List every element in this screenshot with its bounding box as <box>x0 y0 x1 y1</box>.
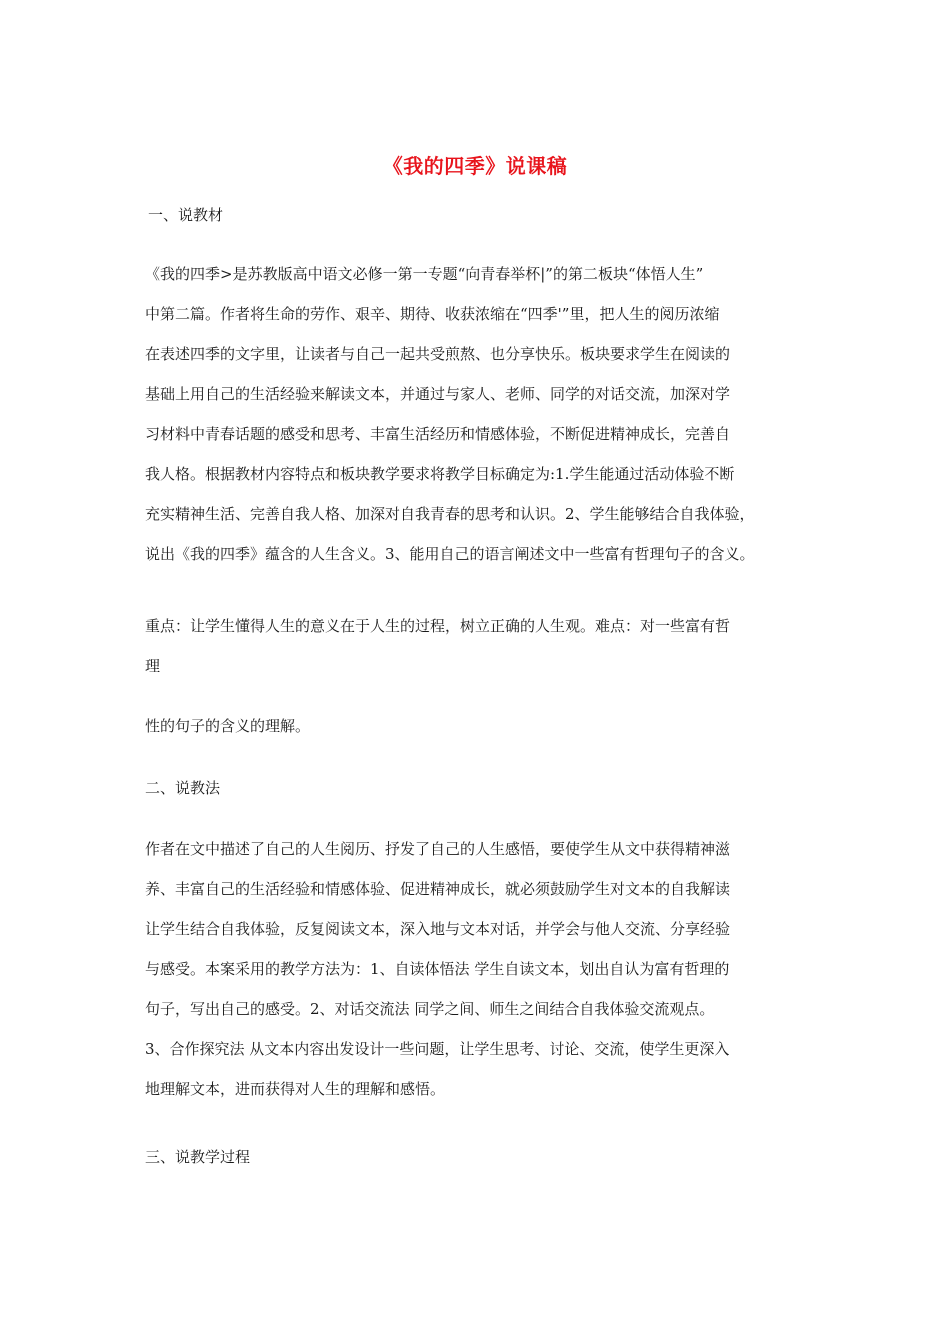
paragraph-line: 与感受。本案采用的教学方法为：1、自读体悟法 学生自读文本，划出自认为富有哲理的 <box>145 960 730 978</box>
paragraph-line: 让学生结合自我体验，反复阅读文本，深入地与文本对话，并学会与他人交流、分享经验 <box>145 920 731 938</box>
paragraph-line: 习材料中青春话题的感受和思考、丰富生活经历和情感体验，不断促进精神成长，完善自 <box>145 425 731 443</box>
paragraph-key-points <box>145 606 825 686</box>
paragraph-teaching-method <box>145 829 825 1109</box>
paragraph-line: 3、合作探究法 从文本内容出发设计一些问题，让学生思考、讨论、交流，使学生更深入 <box>145 1040 730 1058</box>
paragraph-line: 重点：让学生懂得人生的意义在于人生的过程，树立正确的人生观。难点：对一些富有哲 <box>145 617 731 635</box>
paragraph-teaching-material <box>145 254 825 574</box>
paragraph-line: 基础上用自己的生活经验来解读文本，并通过与家人、老师、同学的对话交流，加深对学 <box>145 385 731 403</box>
paragraph-line: 地理解文本，进而获得对人生的理解和感悟。 <box>145 1080 446 1098</box>
paragraph-difficulty-continued <box>145 706 825 746</box>
paragraph-line: 中第二篇。作者将生命的劳作、艰辛、期待、收获浓缩在“四季'”里，把人生的阅历浓缩 <box>145 305 720 323</box>
paragraph-line: 性的句子的含义的理解。 <box>145 717 311 735</box>
section-heading-teaching-process: 三、说教学过程 <box>145 1148 251 1166</box>
paragraph-line: 句子，写出自己的感受。2、对话交流法 同学之间、师生之间结合自我体验交流观点。 <box>145 1000 715 1018</box>
section-heading-teaching-method: 二、说教法 <box>145 779 221 797</box>
paragraph-line: 作者在文中描述了自己的人生阅历、抒发了自己的人生感悟，要使学生从文中获得精神滋 <box>145 840 731 858</box>
paragraph-line: 养、丰富自己的生活经验和情感体验、促进精神成长，就必须鼓励学生对文本的自我解读 <box>145 880 731 898</box>
document-title: 《我的四季》说课稿 <box>382 154 568 178</box>
paragraph-line: 理 <box>145 657 161 675</box>
paragraph-line: 在表述四季的文字里，让读者与自己一起共受煎熬、也分享快乐。板块要求学生在阅读的 <box>145 345 731 363</box>
section-heading-teaching-material: 一、说教材 <box>148 206 224 224</box>
paragraph-line: 说出《我的四季》蕴含的人生含义。3、能用自己的语言阐述文中一些富有哲理句子的含义。 <box>145 545 755 563</box>
paragraph-line: 《我的四季>是苏教版高中语文必修一第一专题“向青春举杯|”的第二板块“体悟人生” <box>145 265 704 283</box>
paragraph-line: 我人格。根据教材内容特点和板块教学要求将教学目标确定为:1.学生能通过活动体验不断 <box>145 465 735 483</box>
paragraph-line: 充实精神生活、完善自我人格、加深对自我青春的思考和认识。2、学生能够结合自我体验， <box>145 505 755 523</box>
